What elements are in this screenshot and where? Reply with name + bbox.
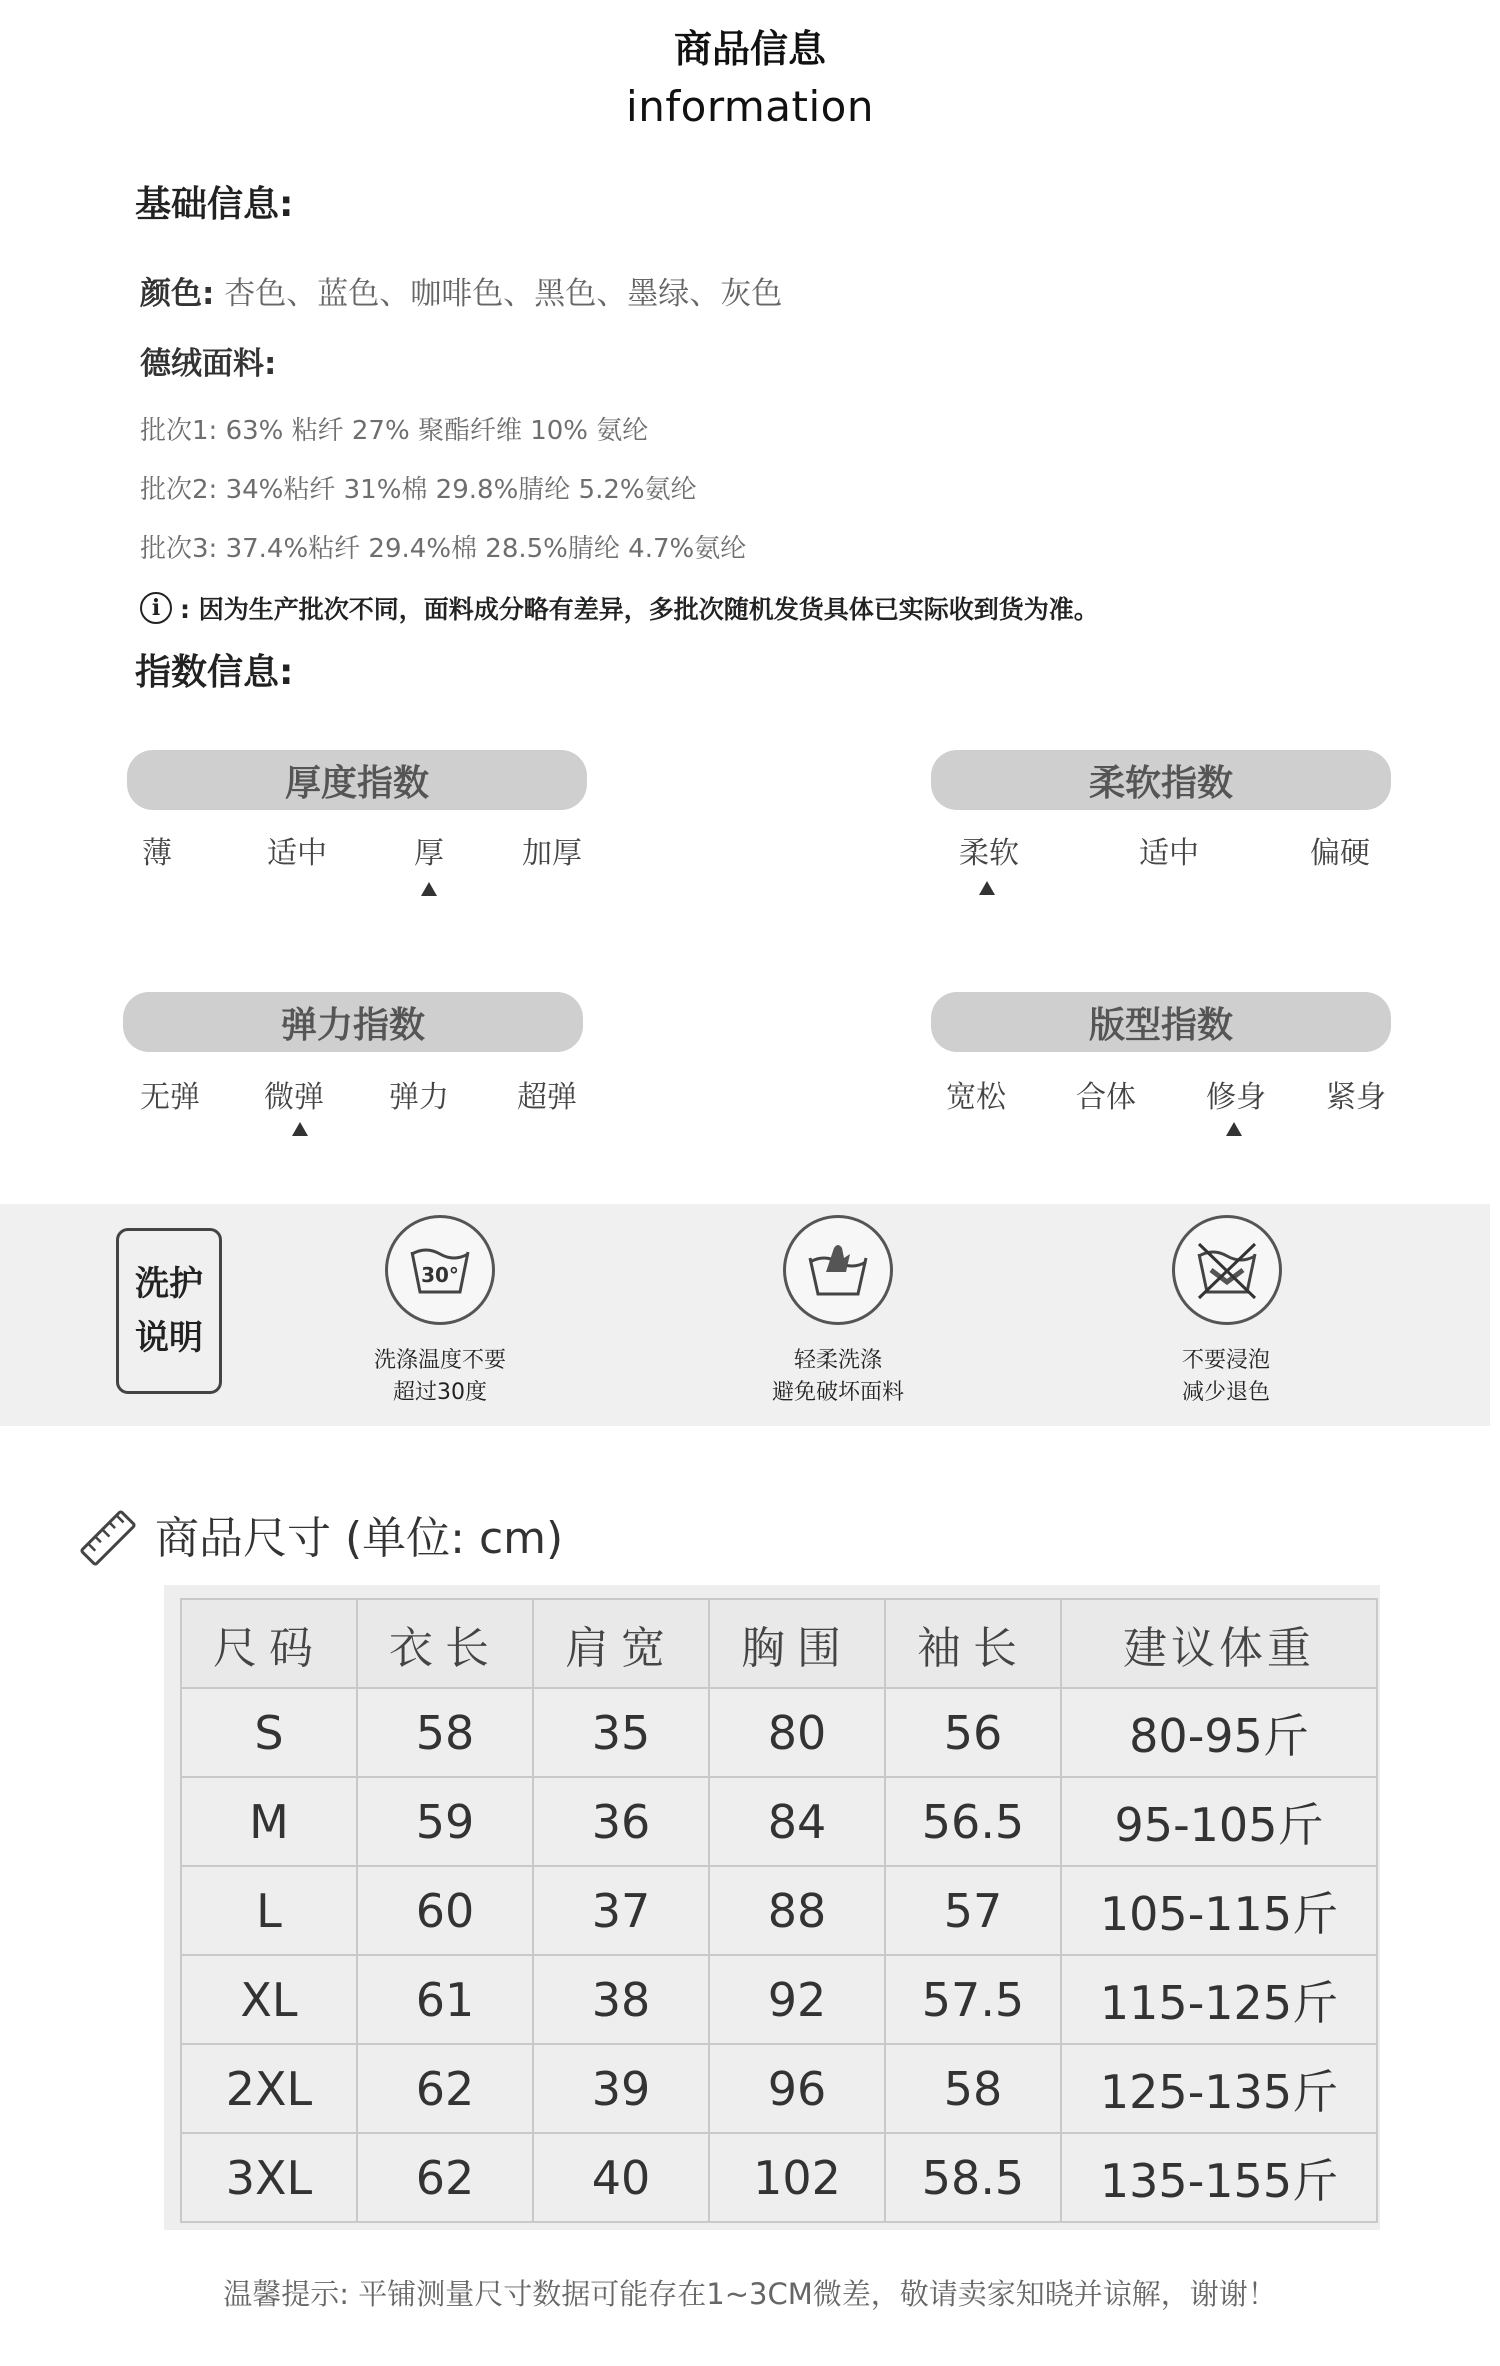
table-row: [181, 1866, 1377, 1955]
table-cell: 3XL: [181, 2133, 357, 2222]
table-row: [181, 1777, 1377, 1866]
table-cell: 80-95斤: [1061, 1688, 1377, 1777]
header-shoulder: 肩宽: [533, 1599, 709, 1688]
table-cell: 105-115斤: [1061, 1866, 1377, 1955]
size-table-header-row: [181, 1599, 1377, 1688]
softness-option-soft: 柔软: [959, 836, 1019, 871]
table-cell: L: [181, 1866, 357, 1955]
table-cell: 92: [709, 1955, 885, 2044]
table-cell: 135-155斤: [1061, 2133, 1377, 2222]
batch-1: 批次1: 63% 粘纤 27% 聚酯纤维 10% 氨纶: [140, 416, 649, 446]
table-cell: 57: [885, 1866, 1061, 1955]
ruler-icon: [76, 1506, 140, 1570]
elasticity-option-super: 超弹: [517, 1080, 577, 1115]
header-length: 衣长: [357, 1599, 533, 1688]
table-cell: 58.5: [885, 2133, 1061, 2222]
batch-note-text: : 因为生产批次不同，面料成分略有差异，多批次随机发货具体已实际收到货为准。: [180, 595, 1099, 624]
header-size: 尺码: [181, 1599, 357, 1688]
care-label-box: [116, 1228, 222, 1394]
table-cell: 39: [533, 2044, 709, 2133]
care-nosoak-line2: 减少退色: [1181, 1380, 1271, 1405]
size-section-title: 商品尺寸 (单位: cm): [155, 1513, 564, 1564]
fabric-label: 德绒面料:: [140, 346, 277, 382]
elasticity-option-stretch: 弹力: [389, 1080, 449, 1115]
thickness-option-extra-thick: 加厚: [522, 836, 582, 871]
care-label-line1: 洗护: [135, 1264, 203, 1304]
fit-option-tight: 紧身: [1326, 1080, 1386, 1115]
table-cell: 56: [885, 1688, 1061, 1777]
elasticity-option-slight: 微弹: [264, 1080, 324, 1115]
table-cell: 88: [709, 1866, 885, 1955]
thickness-option-thick: 厚: [414, 836, 444, 871]
fit-option-loose: 宽松: [946, 1080, 1006, 1115]
thickness-index-pill: 厚度指数: [127, 750, 587, 810]
page-title: 商品信息: [673, 27, 826, 71]
hand-wash-icon: [783, 1215, 893, 1325]
index-info-heading: 指数信息:: [135, 652, 294, 693]
size-table: [180, 1598, 1378, 2223]
softness-selected-marker: [979, 881, 995, 895]
fit-index-pill: 版型指数: [931, 992, 1391, 1052]
table-cell: 84: [709, 1777, 885, 1866]
table-row: [181, 1688, 1377, 1777]
table-cell: 56.5: [885, 1777, 1061, 1866]
softness-option-firm: 偏硬: [1310, 836, 1370, 871]
table-cell: 96: [709, 2044, 885, 2133]
table-cell: 115-125斤: [1061, 1955, 1377, 2044]
care-item-no-soak: [1182, 1345, 1270, 1409]
table-cell: 62: [357, 2133, 533, 2222]
batch-2: 批次2: 34%粘纤 31%棉 29.8%腈纶 5.2%氨纶: [140, 475, 697, 505]
table-cell: 62: [357, 2044, 533, 2133]
care-nosoak-line1: 不要浸泡: [1181, 1348, 1271, 1373]
table-cell: 57.5: [885, 1955, 1061, 2044]
table-cell: 61: [357, 1955, 533, 2044]
size-tip: 温馨提示: 平铺测量尺寸数据可能存在1~3CM微差，敬请卖家知晓并谅解，谢谢！: [223, 2277, 1277, 2311]
care-item-wash-temp: [374, 1345, 506, 1409]
table-cell: 102: [709, 2133, 885, 2222]
table-cell: 40: [533, 2133, 709, 2222]
elasticity-index-pill: 弹力指数: [123, 992, 583, 1052]
no-soak-icon: [1172, 1215, 1282, 1325]
table-cell: 58: [885, 2044, 1061, 2133]
page-subtitle: information: [626, 82, 874, 131]
batch-note: [140, 590, 1099, 626]
table-row: [181, 1955, 1377, 2044]
header-sleeve: 袖长: [885, 1599, 1061, 1688]
table-cell: 58: [357, 1688, 533, 1777]
thickness-option-thin: 薄: [142, 836, 172, 871]
softness-option-medium: 适中: [1139, 836, 1199, 871]
care-wash-line1: 洗涤温度不要: [373, 1348, 507, 1373]
table-cell: 38: [533, 1955, 709, 2044]
basic-info-heading: 基础信息:: [135, 184, 294, 225]
table-cell: XL: [181, 1955, 357, 2044]
care-item-gentle-wash: [772, 1345, 904, 1409]
info-icon: i: [140, 592, 172, 624]
table-cell: 35: [533, 1688, 709, 1777]
thickness-selected-marker: [421, 882, 437, 896]
table-cell: 125-135斤: [1061, 2044, 1377, 2133]
care-label-line2: 说明: [135, 1318, 203, 1358]
elasticity-selected-marker: [292, 1122, 308, 1136]
table-row: [181, 2044, 1377, 2133]
table-cell: 80: [709, 1688, 885, 1777]
table-cell: 36: [533, 1777, 709, 1866]
color-values: 杏色、蓝色、咖啡色、黑色、墨绿、灰色: [224, 276, 783, 312]
table-cell: 2XL: [181, 2044, 357, 2133]
care-gentle-line1: 轻柔洗涤: [793, 1348, 883, 1373]
color-label: 颜色:: [140, 276, 215, 312]
softness-index-pill: 柔软指数: [931, 750, 1391, 810]
table-cell: 95-105斤: [1061, 1777, 1377, 1866]
header-weight: 建议体重: [1061, 1599, 1377, 1688]
elasticity-option-none: 无弹: [140, 1080, 200, 1115]
table-cell: 37: [533, 1866, 709, 1955]
care-wash-line2: 超过30度: [392, 1380, 487, 1405]
table-cell: 60: [357, 1866, 533, 1955]
thickness-option-medium: 适中: [267, 836, 327, 871]
table-cell: 59: [357, 1777, 533, 1866]
fit-selected-marker: [1226, 1122, 1242, 1136]
care-gentle-line2: 避免破坏面料: [771, 1380, 905, 1405]
fit-option-slim: 修身: [1206, 1080, 1266, 1115]
batch-3: 批次3: 37.4%粘纤 29.4%棉 28.5%腈纶 4.7%氨纶: [140, 534, 747, 564]
fit-option-regular: 合体: [1076, 1080, 1136, 1115]
table-cell: S: [181, 1688, 357, 1777]
header-chest: 胸围: [709, 1599, 885, 1688]
wash-30-icon: [385, 1215, 495, 1325]
table-row: [181, 2133, 1377, 2222]
table-cell: M: [181, 1777, 357, 1866]
wash-temp-label: 30°: [421, 1263, 459, 1287]
color-row: [140, 268, 782, 313]
